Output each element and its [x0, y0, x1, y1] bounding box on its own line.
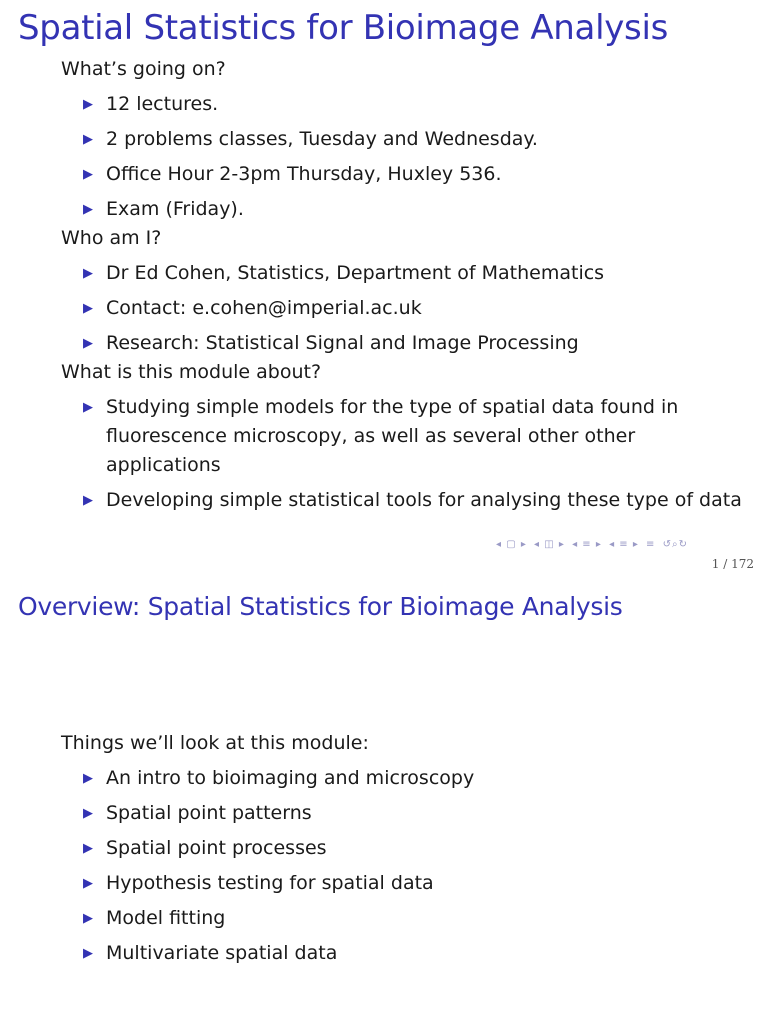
bullet-list [61, 259, 751, 358]
section-heading: What is this module about? [61, 361, 322, 383]
section-module-about [61, 358, 751, 515]
bullet-list [61, 90, 751, 224]
bullet-triangle-icon: ▶ [83, 336, 93, 351]
slide-content [61, 55, 751, 515]
bullet-triangle-icon: ▶ [83, 911, 93, 926]
bullet-triangle-icon: ▶ [83, 400, 93, 415]
nav-subsection-icon[interactable]: ◂ ≡ ▸ [609, 539, 639, 550]
bullet-triangle-icon: ▶ [83, 946, 93, 961]
list-item-text: Hypothesis testing for spatial data [106, 872, 434, 894]
page-number: 1 / 172 [711, 557, 754, 571]
bullet-triangle-icon: ▶ [83, 266, 93, 281]
list-item-text: Exam (Friday). [106, 198, 244, 220]
section-heading: What’s going on? [61, 58, 226, 80]
bullet-triangle-icon: ▶ [83, 493, 93, 508]
section-heading: Things we’ll look at this module: [61, 732, 369, 754]
bullet-triangle-icon: ▶ [83, 876, 93, 891]
list-item [61, 195, 751, 224]
list-item-text: Spatial point processes [106, 837, 327, 859]
list-item-text: Office Hour 2-3pm Thursday, Huxley 536. [106, 163, 502, 185]
nav-frame-icon[interactable]: ◂ ◫ ▸ [534, 539, 565, 550]
list-item [61, 393, 751, 480]
bullet-list [61, 764, 751, 968]
bullet-triangle-icon: ▶ [83, 167, 93, 182]
list-item [61, 160, 751, 189]
list-item [61, 939, 751, 968]
slide-title: Overview: Spatial Statistics for Bioimage Analysis [18, 592, 623, 621]
bullet-triangle-icon: ▶ [83, 202, 93, 217]
bullet-triangle-icon: ▶ [83, 97, 93, 112]
slide-title: Spatial Statistics for Bioimage Analysis [18, 8, 669, 48]
list-item-text: An intro to bioimaging and microscopy [106, 767, 475, 789]
list-item-text: 12 lectures. [106, 93, 219, 115]
bullet-triangle-icon: ▶ [83, 841, 93, 856]
list-item-text: Developing simple statistical tools for analysing these type of data [106, 489, 742, 511]
nav-first-icon[interactable]: ◂ ▢ ▸ [496, 539, 527, 550]
list-item-text: Contact: e.cohen@imperial.ac.uk [106, 297, 422, 319]
list-item [61, 259, 751, 288]
list-item-text: Research: Statistical Signal and Image Processing [106, 332, 579, 354]
list-item-text: 2 problems classes, Tuesday and Wednesday. [106, 128, 538, 150]
nav-search-icon[interactable]: ↺⌕↻ [662, 539, 688, 550]
nav-section-icon[interactable]: ◂ ≡ ▸ [572, 539, 602, 550]
beamer-navigation [496, 539, 760, 553]
list-item [61, 125, 751, 154]
list-item-text: Studying simple models for the type of spatial data found in fluorescence microscopy, as well as several other other applications [106, 396, 679, 476]
section-who-am-i [61, 224, 751, 358]
bullet-triangle-icon: ▶ [83, 771, 93, 786]
list-item [61, 904, 751, 933]
list-item [61, 90, 751, 119]
list-item [61, 486, 751, 515]
nav-doc-icon[interactable]: ≡ [646, 539, 656, 550]
bullet-triangle-icon: ▶ [83, 806, 93, 821]
list-item [61, 834, 751, 863]
list-item [61, 869, 751, 898]
slide-2 [0, 576, 768, 1024]
section-heading: Who am I? [61, 227, 162, 249]
list-item-text: Spatial point patterns [106, 802, 312, 824]
list-item [61, 294, 751, 323]
list-item [61, 764, 751, 793]
bullet-list [61, 393, 751, 515]
list-item-text: Dr Ed Cohen, Statistics, Department of Mathematics [106, 262, 605, 284]
bullet-triangle-icon: ▶ [83, 301, 93, 316]
slide-content [61, 729, 751, 968]
list-item [61, 329, 751, 358]
list-item-text: Model fitting [106, 907, 226, 929]
bullet-triangle-icon: ▶ [83, 132, 93, 147]
list-item [61, 799, 751, 828]
list-item-text: Multivariate spatial data [106, 942, 338, 964]
section-whats-going-on [61, 55, 751, 224]
